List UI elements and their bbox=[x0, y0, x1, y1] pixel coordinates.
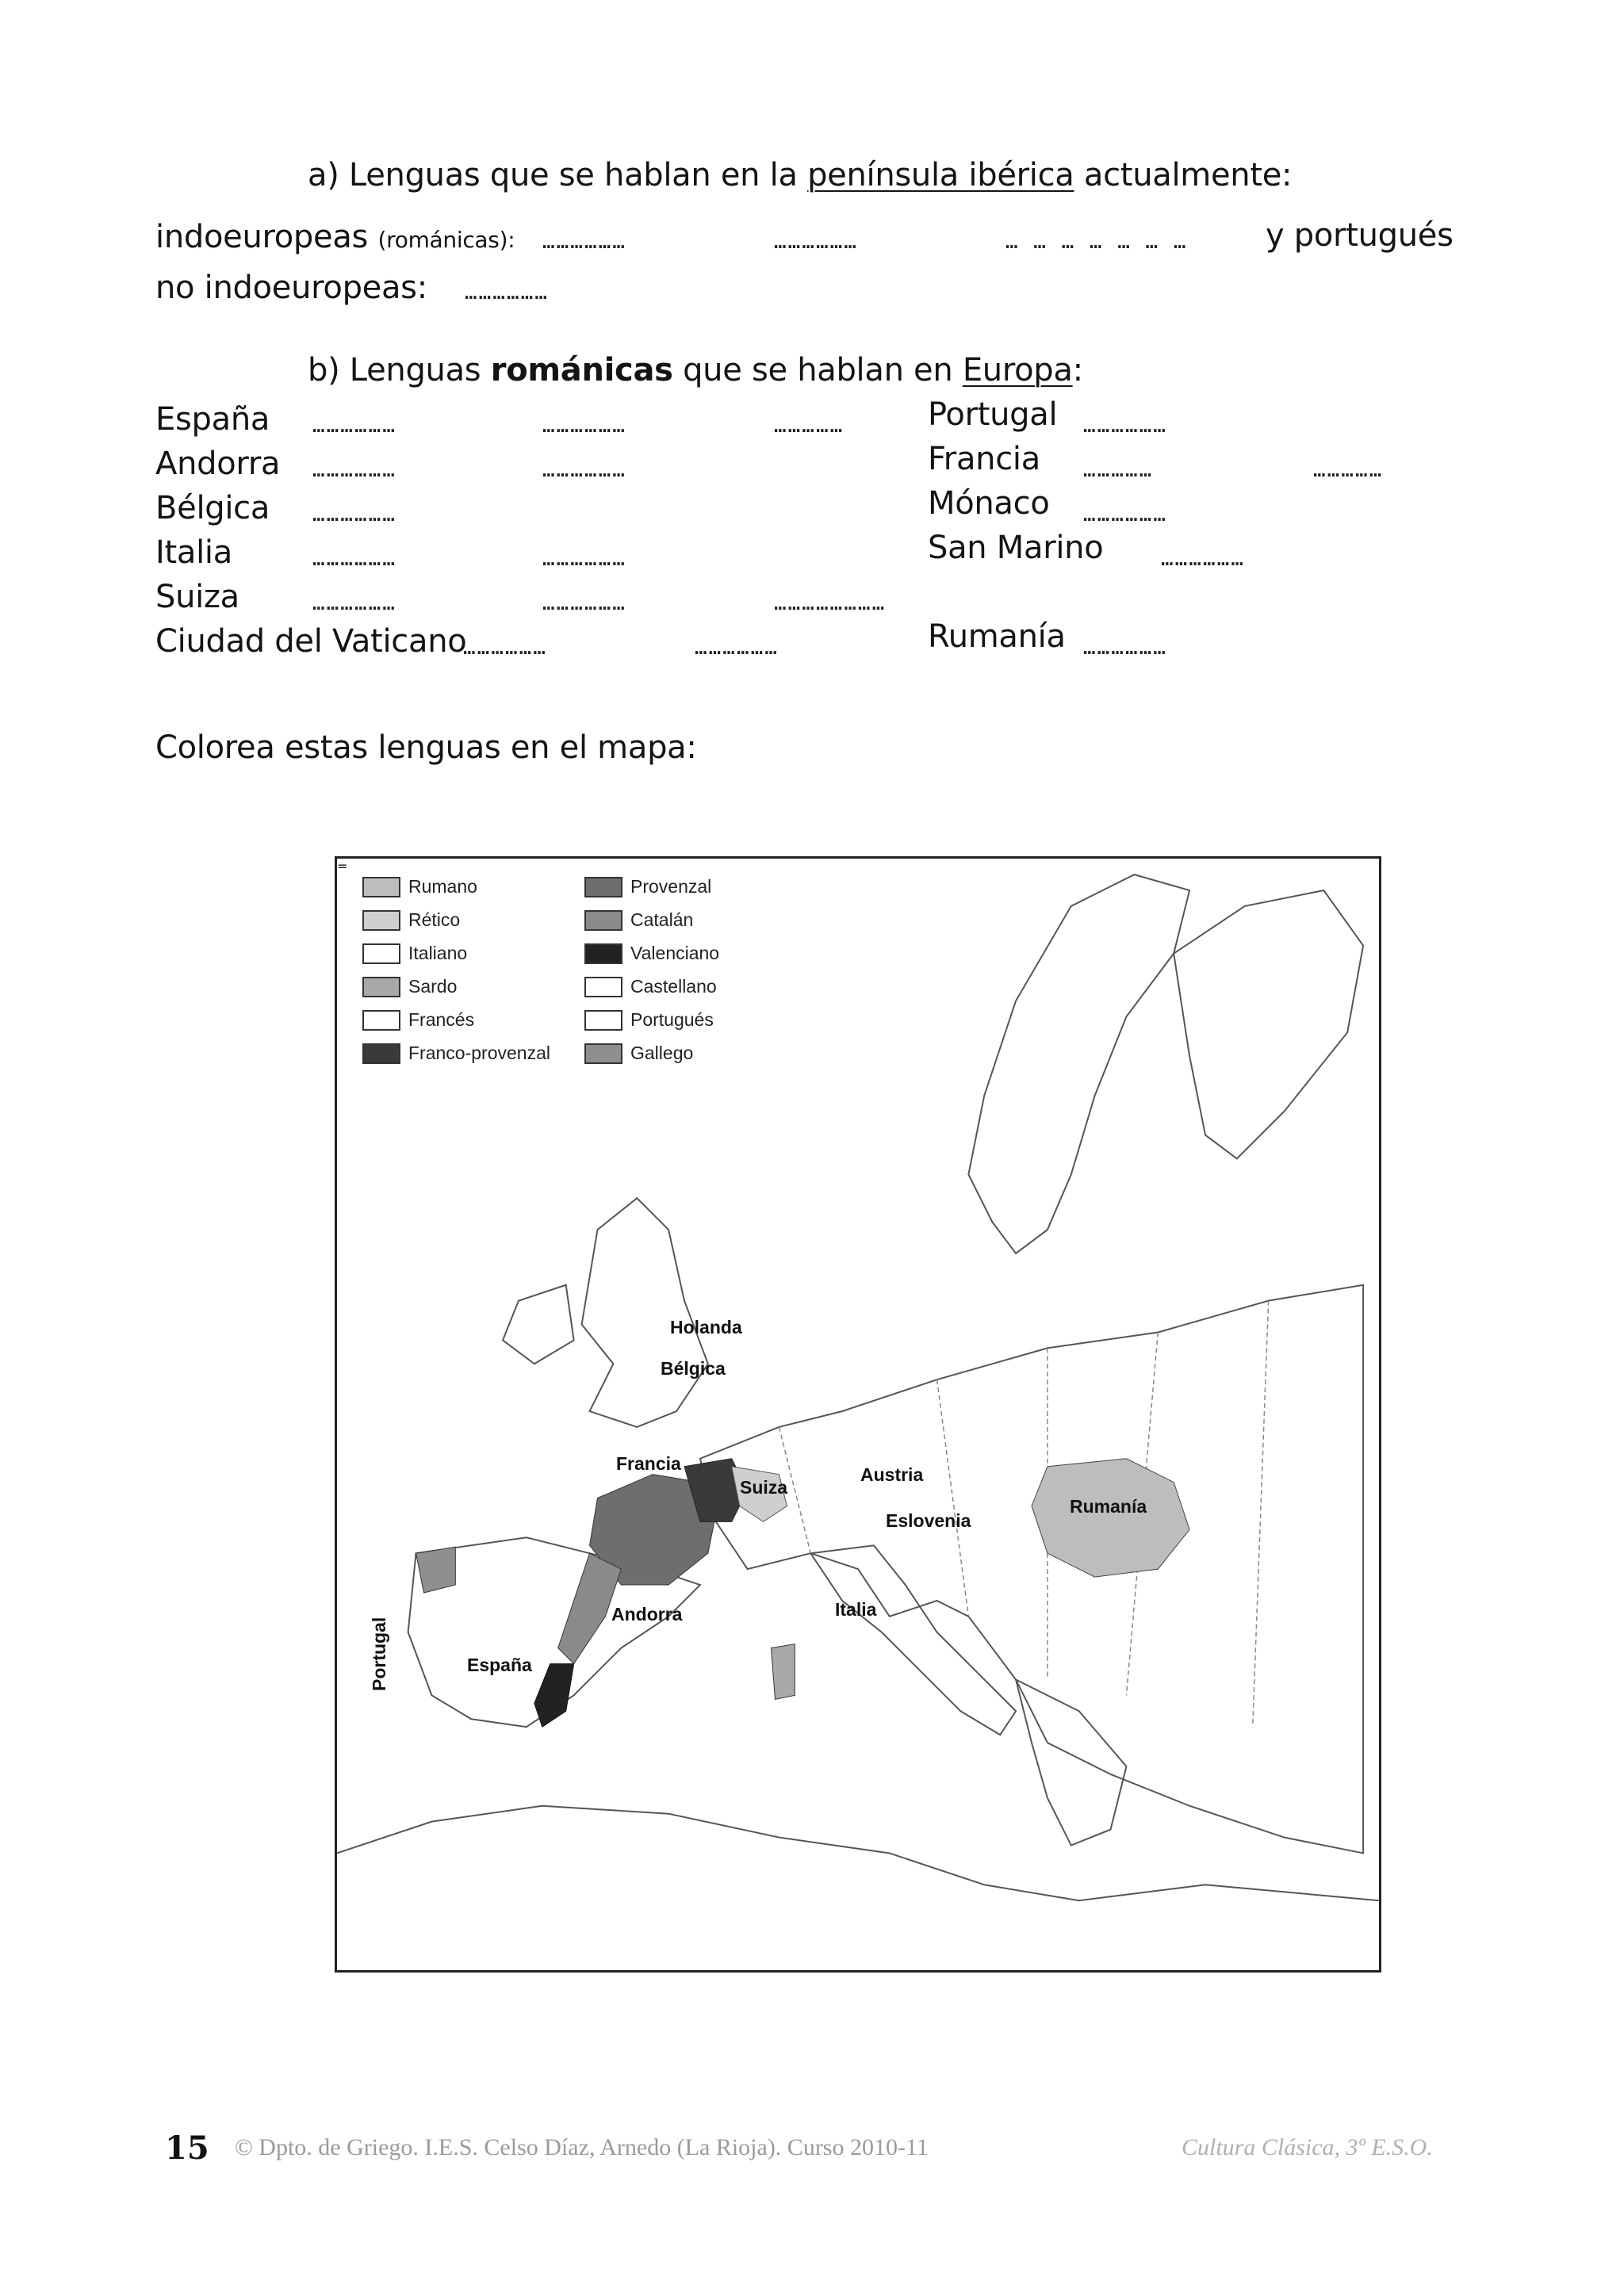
italy-outline bbox=[810, 1545, 1016, 1735]
map-coastlines bbox=[337, 874, 1379, 1900]
map-label-italia: Italia bbox=[835, 1599, 877, 1620]
legend-label: Francés bbox=[408, 1009, 475, 1030]
legend-label: Portugués bbox=[630, 1009, 714, 1030]
legend-item bbox=[362, 1043, 550, 1064]
heading-underlined: península ibérica bbox=[807, 157, 1074, 193]
internal-borders bbox=[779, 1301, 1268, 1728]
answer-blank[interactable]: ……………… bbox=[312, 458, 396, 482]
legend-swatch bbox=[584, 977, 622, 997]
legend-swatch bbox=[362, 877, 400, 897]
map-label-eslovenia: Eslovenia bbox=[886, 1510, 971, 1531]
legend-swatch bbox=[584, 1010, 622, 1031]
country-vaticano: Ciudad del Vaticano bbox=[155, 623, 467, 660]
legend-item bbox=[362, 976, 457, 997]
rumano-area bbox=[1032, 1459, 1189, 1577]
legend-swatch bbox=[362, 1043, 400, 1064]
answer-blank[interactable]: …………… bbox=[1083, 458, 1154, 482]
legend-item bbox=[584, 1009, 714, 1031]
country-belgica: Bélgica bbox=[155, 490, 270, 526]
balkans-outline bbox=[1016, 1679, 1126, 1845]
legend-item bbox=[584, 943, 719, 964]
legend-label: Rumano bbox=[408, 876, 477, 897]
indo-end: y portugués bbox=[1266, 217, 1454, 254]
answer-blank[interactable]: ……………… bbox=[312, 414, 396, 438]
ireland-outline bbox=[503, 1285, 574, 1364]
heading-text: a) Lenguas que se hablan en la bbox=[308, 157, 808, 193]
map-label-andorra: Andorra bbox=[611, 1604, 683, 1624]
map-label-suiza: Suiza bbox=[740, 1477, 788, 1498]
answer-blank[interactable]: …………… bbox=[1313, 458, 1384, 482]
answer-blank[interactable]: ……………… bbox=[542, 414, 626, 438]
legend-swatch bbox=[362, 943, 400, 964]
finland-outline bbox=[1174, 890, 1363, 1158]
britain-outline bbox=[582, 1198, 708, 1427]
continent-outline bbox=[700, 1285, 1363, 1854]
map-label-espana: España bbox=[467, 1655, 532, 1675]
answer-blank[interactable]: ……………… bbox=[542, 230, 626, 254]
answer-blank[interactable]: ……………… bbox=[1161, 547, 1245, 571]
country-italia: Italia bbox=[155, 534, 232, 571]
map-label-austria: Austria bbox=[860, 1464, 924, 1485]
country-monaco: Mónaco bbox=[928, 485, 1050, 522]
legend-swatch bbox=[584, 943, 622, 964]
legend-label: Sardo bbox=[408, 976, 458, 997]
legend-label: Valenciano bbox=[630, 943, 720, 963]
map-label-belgica: Bélgica bbox=[661, 1358, 726, 1379]
country-francia: Francia bbox=[928, 441, 1040, 477]
legend-item bbox=[584, 909, 693, 931]
answer-blank[interactable]: ……………… bbox=[312, 547, 396, 571]
indo-label bbox=[155, 219, 515, 255]
legend-item bbox=[584, 876, 711, 897]
legend-label: Catalán bbox=[630, 909, 694, 930]
map-label-portugal: Portugal bbox=[369, 1617, 389, 1691]
answer-blank[interactable]: …………………… bbox=[774, 591, 887, 615]
legend-swatch bbox=[362, 1010, 400, 1031]
country-espana: España bbox=[155, 401, 270, 438]
legend-swatch bbox=[584, 877, 622, 897]
heading-text: b) Lenguas bbox=[308, 352, 491, 388]
legend-item bbox=[584, 976, 717, 997]
africa-coast bbox=[337, 1806, 1379, 1900]
legend-label: Italiano bbox=[408, 943, 468, 963]
answer-blank[interactable]: ……………… bbox=[1083, 636, 1167, 660]
label-note: (románicas): bbox=[377, 227, 515, 253]
page-number: 15 bbox=[165, 2130, 209, 2167]
heading-underlined: Europa bbox=[962, 352, 1073, 388]
section-b-heading bbox=[308, 352, 1083, 388]
answer-blank[interactable]: ……………… bbox=[695, 636, 779, 660]
legend-swatch bbox=[584, 1043, 622, 1064]
legend-swatch bbox=[362, 977, 400, 997]
country-andorra: Andorra bbox=[155, 446, 281, 482]
map-label-holanda: Holanda bbox=[670, 1317, 742, 1337]
answer-blank[interactable]: ……………… bbox=[542, 591, 626, 615]
footer-course: Cultura Clásica, 3º E.S.O. bbox=[1182, 2134, 1433, 2160]
heading-text: actualmente: bbox=[1074, 157, 1293, 193]
heading-text: : bbox=[1072, 352, 1083, 388]
europe-language-map: Rumano Rético Italiano Sardo Francés Franco-provenzal Provenzal Catalán Valenciano Castellano Portugués Gallego Holanda = Bélgica Francia Suiza Austria Eslovenia Rumanía Andorra Italia España Portugal bbox=[335, 856, 1381, 1973]
sardo-area bbox=[772, 1644, 795, 1700]
section-a-heading bbox=[308, 157, 1292, 193]
footer-credit: © Dpto. de Griego. I.E.S. Celso Díaz, Arnedo (La Rioja). Curso 2010-11 bbox=[235, 2134, 929, 2160]
answer-blank[interactable]: ……………… bbox=[465, 281, 549, 304]
map-label-rumania: Rumanía bbox=[1070, 1496, 1147, 1517]
country-suiza: Suiza bbox=[155, 579, 239, 615]
scandinavia-outline bbox=[968, 874, 1189, 1253]
legend-item bbox=[362, 909, 460, 931]
legend-label: Provenzal bbox=[630, 876, 712, 897]
country-san-marino: San Marino bbox=[928, 530, 1104, 566]
legend-label: Gallego bbox=[630, 1043, 694, 1063]
legend-item bbox=[584, 1043, 693, 1064]
answer-blank[interactable]: ……………… bbox=[542, 547, 626, 571]
map-drawing bbox=[337, 859, 1379, 1970]
legend-label: Franco-provenzal bbox=[408, 1043, 550, 1063]
gallego-area bbox=[416, 1547, 456, 1593]
answer-blank[interactable]: ……………… bbox=[1083, 414, 1167, 438]
answer-blank[interactable]: ……………… bbox=[463, 636, 547, 660]
no-indo-label: no indoeuropeas: bbox=[155, 270, 427, 306]
heading-text: que se hablan en bbox=[672, 352, 963, 388]
valenciano-area bbox=[534, 1664, 574, 1728]
legend-item bbox=[362, 943, 467, 964]
legend-label: Castellano bbox=[630, 976, 717, 997]
legend-swatch bbox=[584, 910, 622, 931]
legend-label: Rético bbox=[408, 909, 461, 930]
heading-bold: románicas bbox=[490, 352, 673, 388]
answer-blank[interactable]: …………… bbox=[774, 414, 845, 438]
answer-blank[interactable]: … … … … … … … bbox=[1005, 230, 1188, 254]
answer-blank[interactable]: ……………… bbox=[1083, 503, 1167, 526]
legend-swatch bbox=[362, 910, 400, 931]
label-text: indoeuropeas bbox=[155, 219, 369, 255]
answer-blank[interactable]: ……………… bbox=[312, 503, 396, 526]
map-label-francia: Francia bbox=[616, 1453, 681, 1474]
answer-blank[interactable]: ……………… bbox=[774, 230, 858, 254]
country-rumania: Rumanía bbox=[928, 618, 1066, 655]
country-portugal: Portugal bbox=[928, 396, 1058, 433]
answer-blank[interactable]: ……………… bbox=[312, 591, 396, 615]
instruction-text: Colorea estas lenguas en el mapa: bbox=[155, 729, 697, 766]
legend-item bbox=[362, 876, 477, 897]
answer-blank[interactable]: ……………… bbox=[542, 458, 626, 482]
legend-item bbox=[362, 1009, 474, 1031]
